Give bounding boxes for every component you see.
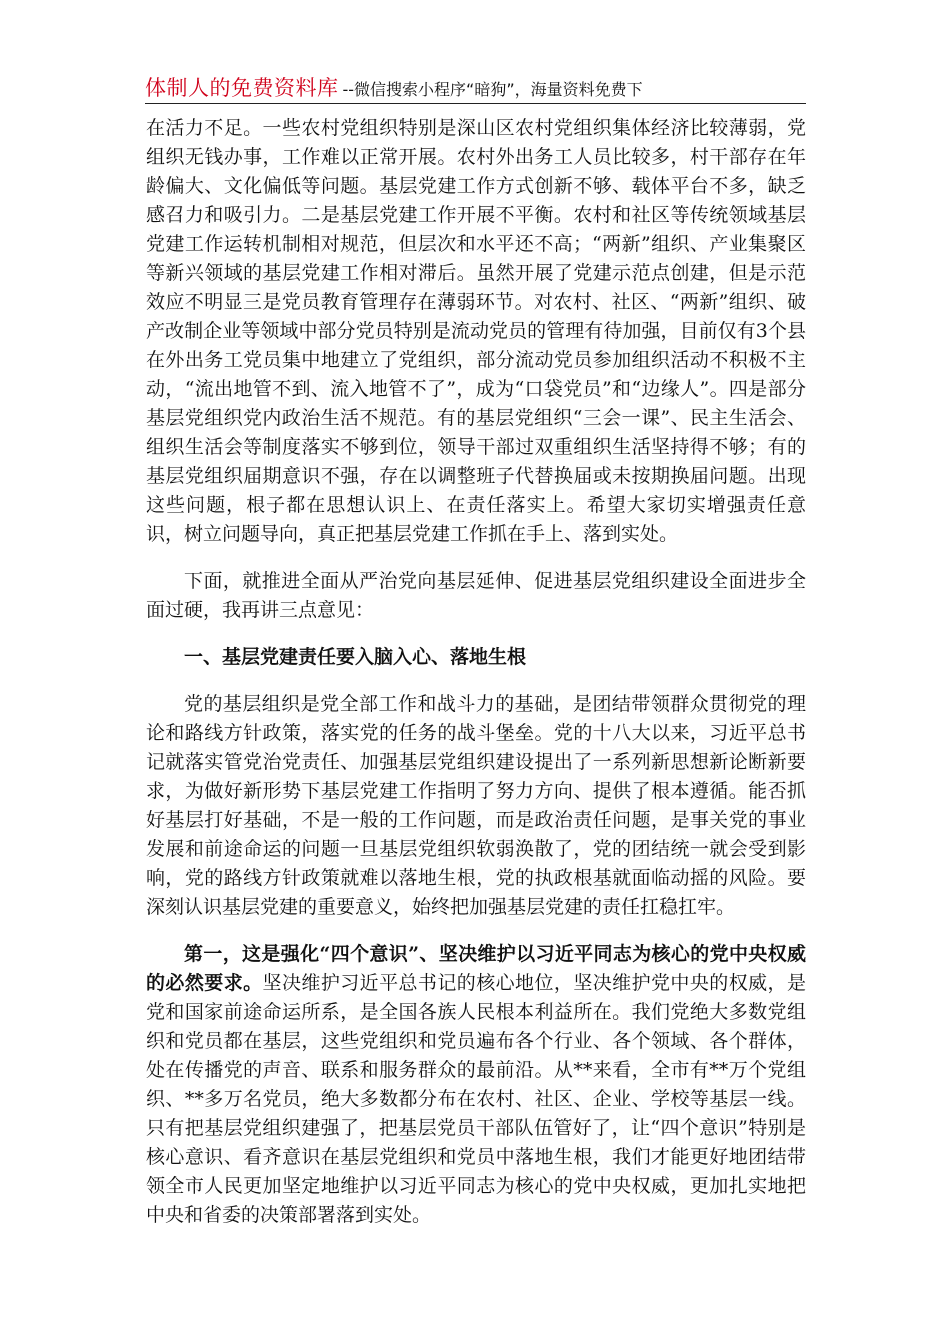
document-body: [146, 114, 806, 1248]
header-divider: [145, 103, 806, 104]
section-heading-1: 一、基层党建责任要入脑入心、落地生根: [184, 646, 527, 668]
point-1-text: 坚决维护习近平总书记的核心地位，坚决维护党中央的权威，是党和国家前途命运所系，是全国各族人民根本利益所在。我们党绝大多数党组织和党员都在基层，这些党组织和党员遍布各个行业、各个领域、各个群体，处在传播党的声音、联系和服务群众的最前沿。从**来看，全市有**万个党组织、**多万名党员，绝大多数都分布在农村、社区、企业、学校等基层一线。只有把基层党组织建强了，把基层党员干部队伍管好了，让“四个意识”特别是核心意识、看齐意识在基层党组织和党员中落地生根，我们才能更好地团结带领全市人民更加坚定地维护以习近平同志为核心的党中央权威，更加扎实地把中央和省委的决策部署落到实处。: [146, 972, 806, 1226]
point-1-lead: 第一，这是强化“四个意识”、坚决维护以习近平同志为核心的党中央权威的必然要求。: [146, 943, 806, 994]
page-header: [145, 72, 805, 106]
header-tagline: --微信搜索小程序“暗狗”，海量资料免费下: [342, 80, 643, 99]
header-brand: 体制人的免费资料库: [145, 76, 339, 100]
paragraph-point-1: [146, 940, 806, 1230]
paragraph-section-1: 党的基层组织是党全部工作和战斗力的基础，是团结带领群众贯彻党的理论和路线方针政策，落实党的任务的战斗堡垒。党的十八大以来，习近平总书记就落实管党治党责任、加强基层党组织建设提出了一系列新思想新论断新要求，为做好新形势下基层党建工作指明了努力方向、提供了根本遵循。能否抓好基层打好基础，不是一般的工作问题，而是政治责任问题，是事关党的事业发展和前途命运的问题一旦基层党组织软弱涣散了，党的团结统一就会受到影响，党的路线方针政策就难以落地生根，党的执政根基就面临动摇的风险。要深刻认识基层党建的重要意义，始终把加强基层党建的责任扛稳扛牢。: [146, 693, 806, 918]
paragraph-continued: 在活力不足。一些农村党组织特别是深山区农村党组织集体经济比较薄弱，党组织无钱办事，工作难以正常开展。农村外出务工人员比较多，村干部存在年龄偏大、文化偏低等问题。基层党建工作方式创新不够、载体平台不多，缺乏感召力和吸引力。二是基层党建工作开展不平衡。农村和社区等传统领域基层党建工作运转机制相对规范，但层次和水平还不高；“两新”组织、产业集聚区等新兴领域的基层党建工作相对滞后。虽然开展了党建示范点创建，但是示范效应不明显三是党员教育管理存在薄弱环节。对农村、社区、“两新”组织、破产改制企业等领域中部分党员特别是流动党员的管理有待加强，目前仅有3个县在外出务工党员集中地建立了党组织，部分流动党员参加组织活动不积极不主动，“流出地管不到、流入地管不了”，成为“口袋党员”和“边缘人”。四是部分基层党组织党内政治生活不规范。有的基层党组织“三会一课”、民主生活会、组织生活会等制度落实不够到位，领导干部过双重组织生活坚持得不够；有的基层党组织届期意识不强，存在以调整班子代替换届或未按期换届问题。出现这些问题，根子都在思想认识上、在责任落实上。希望大家切实增强责任意识，树立问题导向，真正把基层党建工作抓在手上、落到实处。: [146, 117, 806, 545]
paragraph-intro: 下面，就推进全面从严治党向基层延伸、促进基层党组织建设全面进步全面过硬，我再讲三点意见：: [146, 570, 806, 621]
